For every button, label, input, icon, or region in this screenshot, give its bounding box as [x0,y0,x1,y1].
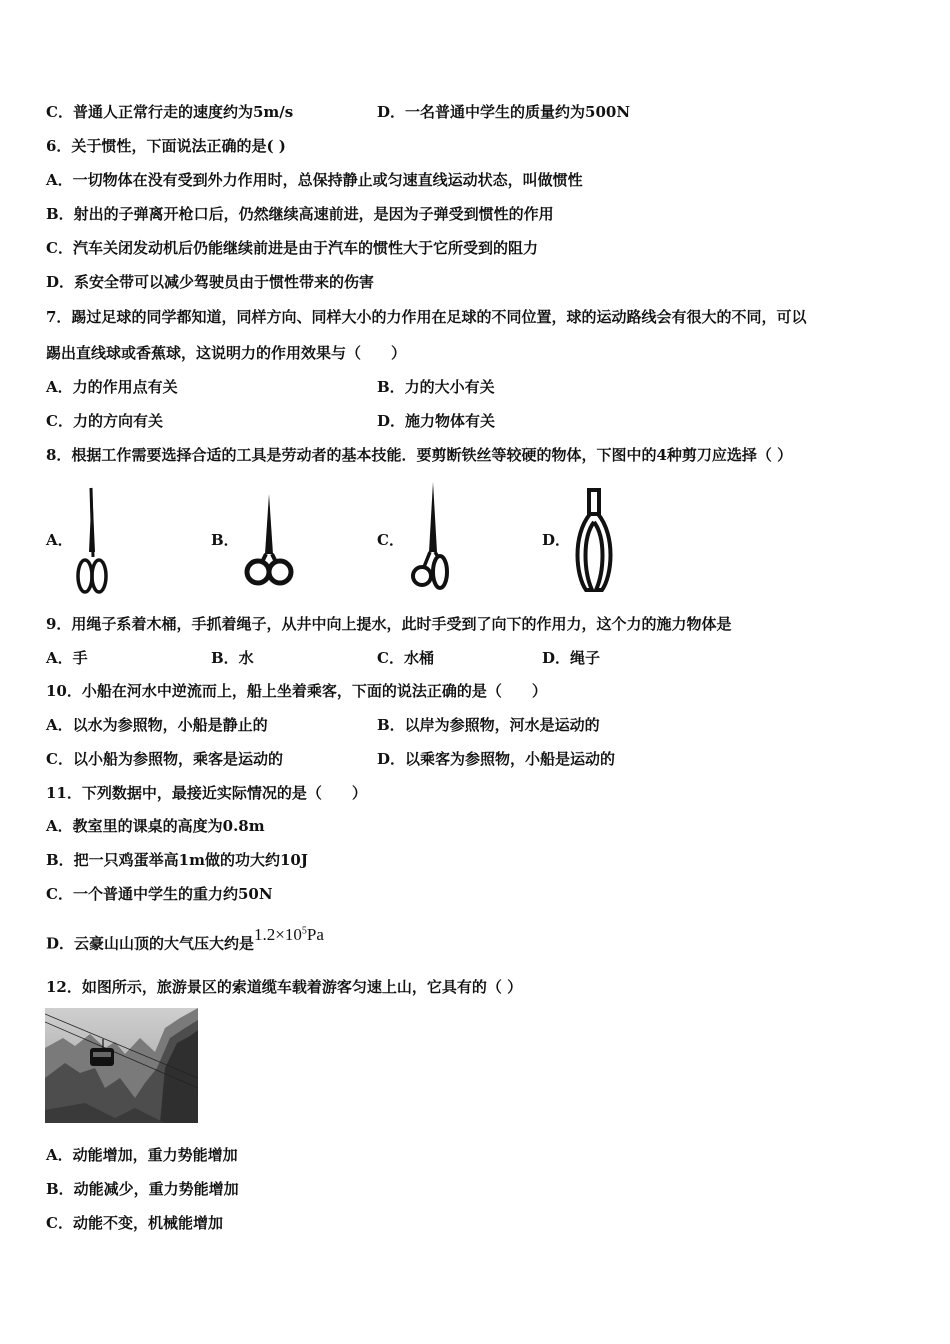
q8-option-d: D． [542,531,571,549]
q7-option-c: C．力的方向有关 [46,412,163,430]
q11-option-c: C．一个普通中学生的重力约50N [46,885,273,903]
q8-option-c: C． [377,531,404,549]
scissors-c-icon [408,480,454,596]
q7-option-a: A．力的作用点有关 [46,378,178,396]
q7-stem-line1: 7．踢过足球的同学都知道，同样方向、同样大小的力作用在足球的不同位置，球的运动路线会有很大的不同，可以 [46,308,807,326]
q11-option-a: A．教室里的课桌的高度为0.8m [46,817,265,835]
q10-option-d: D．以乘客为参照物，小船是运动的 [377,750,616,768]
scissors-a-icon [74,482,110,596]
q7-option-d: D．施力物体有关 [377,412,496,430]
q5-option-d: D．一名普通中学生的质量约为500N [377,103,631,121]
scissors-b-icon [244,492,294,596]
q10-option-c: C．以小船为参照物，乘客是运动的 [46,750,283,768]
q7-option-b: B．力的大小有关 [377,378,495,396]
q11-option-d-text: D．云豪山山顶的大气压大约是 [46,934,255,953]
q8-stem: 8．根据工作需要选择合适的工具是劳动者的基本技能．要剪断铁丝等较硬的物体，下图中的4种剪刀应选择（ ） [46,446,793,464]
q9-option-c: C．水桶 [377,649,434,667]
q6-option-d: D．系安全带可以减少驾驶员由于惯性带来的伤害 [46,273,375,291]
q10-stem: 10．小船在河水中逆流而上，船上坐着乘客，下面的说法正确的是（ ） [46,682,547,700]
q12-option-c: C．动能不变，机械能增加 [46,1214,223,1232]
q12-stem: 12．如图所示，旅游景区的索道缆车载着游客匀速上山，它具有的（ ） [46,978,523,996]
q8-option-a: A． [46,531,73,549]
q10-option-a: A．以水为参照物，小船是静止的 [46,716,268,734]
q11-option-d [46,924,324,954]
q6-stem: 6．关于惯性，下面说法正确的是( ) [46,137,286,155]
q12-option-b: B．动能减少，重力势能增加 [46,1180,239,1198]
q10-option-b: B．以岸为参照物，河水是运动的 [377,716,600,734]
q9-option-a: A．手 [46,649,88,667]
tin-snips-d-icon [572,486,616,598]
q5-option-c: C．普通人正常行走的速度约为5m/s [46,103,294,121]
q9-stem: 9．用绳子系着木桶，手抓着绳子，从井中向上提水，此时手受到了向下的作用力，这个力的施力物体是 [46,615,732,633]
cable-car-photo [45,1008,198,1123]
q12-option-a: A．动能增加，重力势能增加 [46,1146,238,1164]
q6-option-c: C．汽车关闭发动机后仍能继续前进是由于汽车的惯性大于它所受到的阻力 [46,239,538,257]
q9-option-d: D．绳子 [542,649,601,667]
q6-option-b: B．射出的子弹离开枪口后，仍然继续高速前进，是因为子弹受到惯性的作用 [46,205,554,223]
q11-stem: 11．下列数据中，最接近实际情况的是（ ） [46,784,367,802]
q9-option-b: B．水 [211,649,254,667]
pressure-formula: $1.2\times 10^5Pa$ [254,924,324,944]
q8-option-b: B． [211,531,239,549]
q11-option-b: B．把一只鸡蛋举高1m做的功大约10J [46,851,308,869]
q7-stem-line2: 踢出直线球或香蕉球，这说明力的作用效果与（ ） [46,344,407,362]
q6-option-a: A．一切物体在没有受到外力作用时，总保持静止或匀速直线运动状态，叫做惯性 [46,171,583,189]
